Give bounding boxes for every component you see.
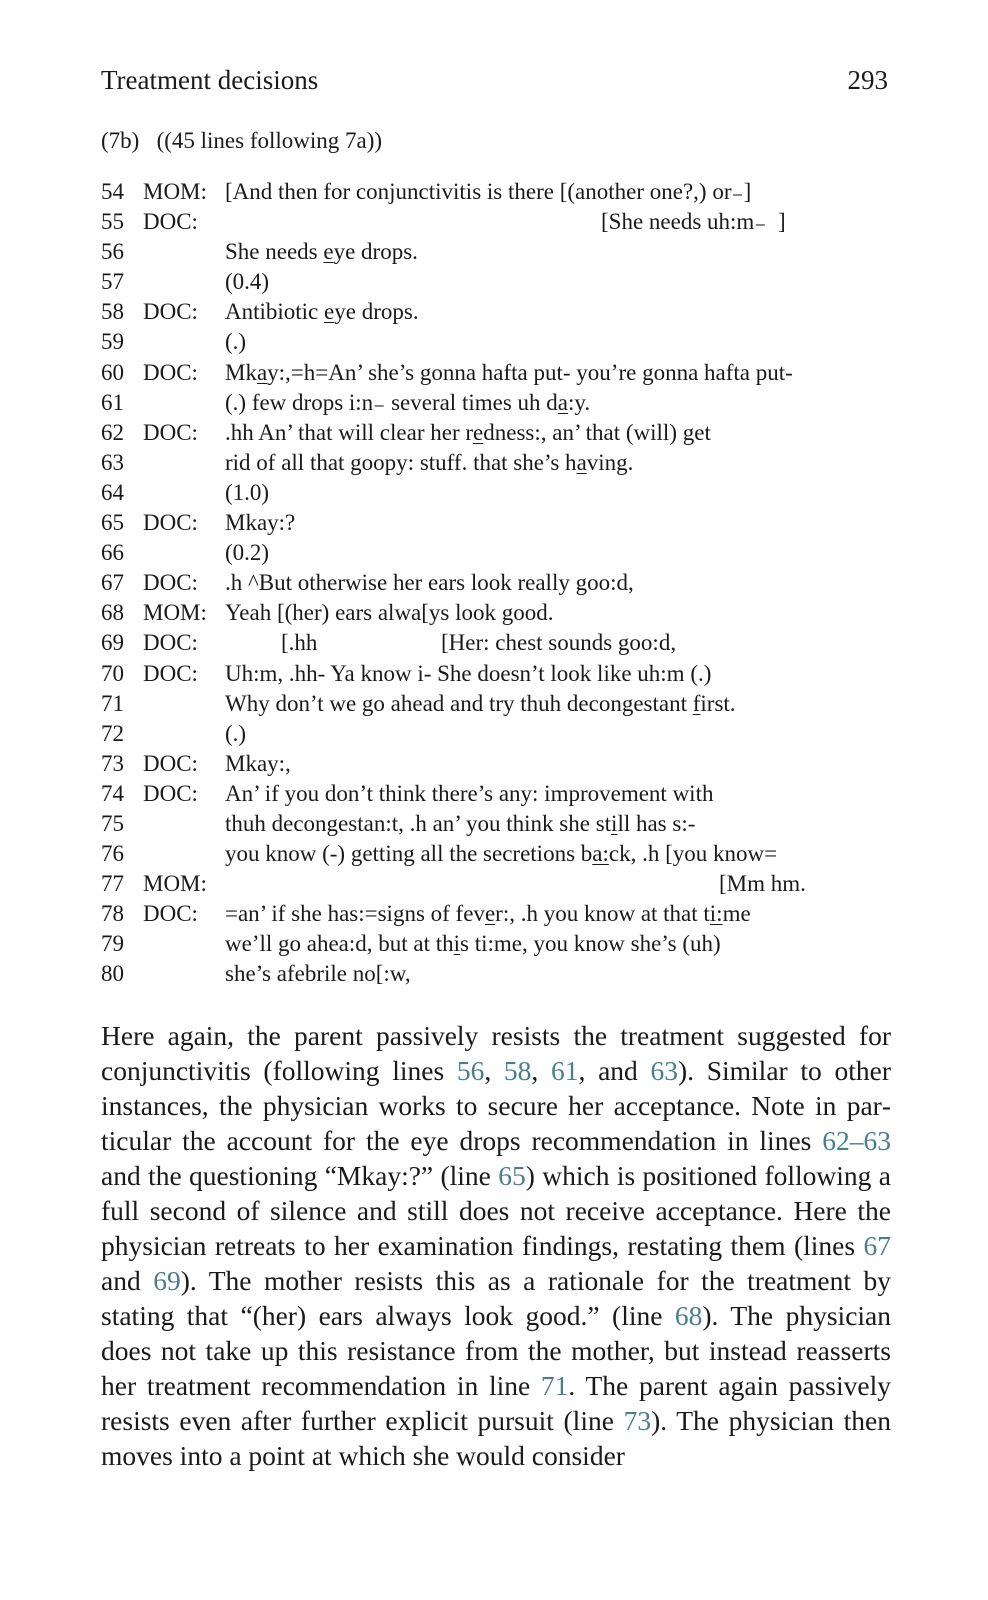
text-segment: thuh decongestan:t, .h an’ you think she st: [225, 810, 612, 836]
line-reference-link[interactable]: 67: [863, 1230, 891, 1261]
speaker-label: DOC:: [143, 359, 198, 385]
stressed-segment: e: [484, 901, 496, 927]
paragraph-text: and the questioning “Mkay:?” (line: [101, 1160, 499, 1191]
running-head-title: Treatment decisions: [101, 65, 319, 95]
line-number: 71: [101, 690, 124, 716]
line-number: 69: [101, 630, 124, 656]
line-number: 58: [101, 299, 124, 325]
line-number: 59: [101, 329, 124, 355]
stressed-segment: i: [611, 810, 618, 836]
overlap-text: [.hh: [281, 630, 318, 656]
paragraph-text: and: [101, 1265, 154, 1296]
transcript-line: [101, 659, 891, 689]
text-segment: ye drops.: [333, 239, 418, 265]
stressed-segment: e: [324, 299, 335, 325]
utterance-text: [225, 478, 269, 508]
text-segment: Uh:m, .hh- Ya know i- She doesn’t look like uh:m (.): [225, 660, 712, 686]
paragraph-text: ). Similar to other instances, the physician works to secure her acceptance. Note in particular the account for the eye drops recommendation in lines: [101, 1055, 891, 1156]
text-segment: (0.4): [225, 269, 270, 295]
text-segment: r:, .h you know at that t: [495, 901, 710, 927]
transcript-line: [101, 388, 891, 418]
text-segment: ck, .h [you know=: [608, 841, 778, 867]
line-reference-link[interactable]: 68: [674, 1300, 703, 1331]
utterance-text: [225, 779, 713, 809]
stressed-segment: f: [692, 690, 701, 716]
line-number: 77: [101, 871, 124, 897]
speaker-label: MOM:: [143, 179, 207, 204]
overlap-text: [Mm hm.: [719, 871, 806, 897]
speaker-label: MOM:: [143, 600, 207, 626]
paragraph-text: ,: [531, 1055, 551, 1086]
text-segment: you know (-) getting all the secretions b: [225, 841, 593, 867]
line-number: 54: [101, 179, 124, 204]
text-segment: =an’ if she has:=signs of fev: [225, 901, 485, 927]
line-number: 78: [101, 901, 124, 927]
speaker-label: DOC:: [143, 660, 198, 686]
transcript-line: [101, 418, 891, 448]
paragraph-text: . The parent again passively resists even after further explicit pursuit (line: [101, 1370, 891, 1436]
stressed-segment: a: [557, 389, 568, 415]
line-number: 75: [101, 810, 124, 836]
body-text: [101, 1018, 891, 1473]
text-segment: Mk: [225, 359, 257, 385]
line-number: 80: [101, 961, 124, 987]
transcript-line: [101, 869, 891, 899]
line-number: 73: [101, 750, 124, 776]
utterance-text: [225, 749, 291, 779]
utterance-text: [225, 538, 269, 568]
line-number: 63: [101, 449, 124, 475]
transcript-line: [101, 538, 891, 568]
stressed-segment: a:: [592, 841, 609, 867]
utterance-text: [225, 177, 751, 207]
line-number: 76: [101, 841, 124, 867]
text-segment: .h ^But otherwise her ears look really goo:d,: [225, 570, 634, 596]
utterance-text: [225, 327, 246, 357]
transcript-line: [101, 448, 891, 478]
example-label: (7b) ((45 lines following 7a)): [101, 128, 383, 153]
text-segment: she’s afebrile no[:w,: [225, 961, 411, 987]
transcript-line: [101, 237, 891, 267]
text-segment: ving.: [586, 449, 634, 475]
line-number: 72: [101, 720, 124, 746]
line-reference-link[interactable]: 58: [503, 1055, 532, 1086]
text-segment: (.): [225, 329, 247, 355]
transcript-line: [101, 267, 891, 297]
text-segment: An’ if you don’t think there’s any: improvement with: [225, 780, 714, 806]
speaker-label: DOC:: [143, 630, 198, 656]
transcript-line: [101, 779, 891, 809]
transcript-line: [101, 719, 891, 749]
text-segment: (0.2): [225, 540, 270, 566]
speaker-label: DOC:: [143, 750, 198, 776]
text-segment: y:,=h=An’ she’s gonna hafta put- you’re gonna hafta put-: [267, 359, 793, 385]
paragraph-text: ,: [484, 1055, 504, 1086]
utterance-text: [225, 508, 295, 538]
utterance-text: [225, 358, 793, 388]
text-segment: She needs: [225, 239, 324, 265]
line-reference-link[interactable]: 65: [498, 1160, 526, 1191]
stressed-segment: e: [323, 239, 334, 265]
text-segment: Yeah [(her) ears alwa[ys look good.: [225, 600, 554, 626]
line-reference-link[interactable]: 61: [551, 1055, 579, 1086]
utterance-text: [225, 719, 246, 749]
speaker-label: DOC:: [143, 209, 198, 235]
text-segment: (.): [225, 720, 247, 746]
stressed-segment: i: [453, 931, 461, 957]
paragraph-text: ). The physician then moves into a point at which she would consider: [101, 1405, 892, 1471]
paragraph-text: Here again, the parent passively resists the treatment suggested for conjunctivitis (following lines: [101, 1020, 891, 1086]
line-number: 74: [101, 780, 124, 806]
transcript-line: [101, 689, 891, 719]
line-number: 55: [101, 209, 124, 235]
stressed-segment: a: [256, 359, 268, 385]
transcript-line: [101, 297, 891, 327]
line-number: 65: [101, 510, 124, 536]
transcript-line: [101, 839, 891, 869]
utterance-text: [225, 388, 590, 418]
stressed-segment: a: [576, 449, 587, 475]
text-segment: ll has s:-: [617, 810, 696, 836]
text-segment: ye drops.: [334, 299, 419, 325]
speaker-label: DOC:: [143, 299, 198, 325]
utterance-text: [225, 689, 736, 719]
transcript-line: [101, 899, 891, 929]
text-segment: [And then for conjunctivitis is there [(another one?,) or₋]: [225, 179, 752, 204]
utterance-text: [225, 448, 633, 478]
utterance-text: [225, 267, 269, 297]
transcript-line: [101, 809, 891, 839]
line-number: 61: [101, 389, 124, 415]
utterance-text: [225, 659, 711, 689]
transcript-line: [101, 598, 891, 628]
line-number: 79: [101, 931, 124, 957]
paragraph-text: ) which is positioned following a full second of silence and still does not receive acceptance. Here the physician retreats to her examination findings, restating them (lines: [101, 1160, 891, 1261]
text-segment: Mkay:,: [225, 750, 291, 776]
text-segment: :y.: [568, 389, 591, 415]
transcript-line: [101, 207, 891, 237]
text-segment: .hh An’ that will clear her r: [225, 419, 474, 445]
line-reference-link[interactable]: 69: [153, 1265, 181, 1296]
transcript-line: [101, 749, 891, 779]
line-reference-link[interactable]: 71: [540, 1370, 569, 1401]
transcript-line: [101, 628, 891, 658]
text-segment: s ti:me, you know she’s (uh): [460, 931, 721, 957]
utterance-text: [225, 899, 751, 929]
text-segment: rid of all that goopy: stuff. that she’s h: [225, 449, 577, 475]
speaker-label: DOC:: [143, 510, 198, 536]
transcript: [101, 177, 891, 990]
transcript-line: [101, 327, 891, 357]
line-reference-link[interactable]: 56: [456, 1055, 485, 1086]
text-segment: Antibiotic: [225, 299, 325, 325]
body-paragraph: [101, 1018, 891, 1473]
stressed-segment: i:: [709, 901, 723, 927]
line-number: 67: [101, 570, 124, 596]
utterance-text: [225, 297, 419, 327]
line-reference-link[interactable]: 63: [650, 1055, 678, 1086]
overlap-text: [Her: chest sounds goo:d,: [441, 630, 677, 656]
transcript-line: [101, 478, 891, 508]
page-number: 293: [847, 65, 888, 95]
line-reference-link[interactable]: 62–63: [822, 1125, 891, 1156]
transcript-line: [101, 959, 891, 989]
line-number: 68: [101, 600, 124, 626]
speaker-label: DOC:: [143, 419, 198, 445]
line-number: 56: [101, 239, 124, 265]
line-number: 70: [101, 660, 124, 686]
speaker-label: DOC:: [143, 901, 198, 927]
overlap-text: [She needs uh:m₋ ]: [601, 209, 786, 235]
text-segment: (.) few drops i:n₋ several times uh d: [225, 389, 558, 415]
utterance-text: [225, 598, 554, 628]
utterance-text: [225, 959, 411, 989]
text-segment: Mkay:?: [225, 510, 296, 536]
text-segment: irst.: [700, 690, 736, 716]
line-reference-link[interactable]: 73: [623, 1405, 652, 1436]
line-number: 62: [101, 419, 124, 445]
text-segment: (1.0): [225, 479, 270, 505]
utterance-text: [225, 418, 711, 448]
stressed-segment: e: [473, 419, 484, 445]
text-segment: we’ll go ahea:d, but at th: [225, 931, 454, 957]
text-segment: Why don’t we go ahead and try thuh decongestant: [225, 690, 693, 716]
transcript-line: [101, 929, 891, 959]
line-number: 66: [101, 540, 124, 566]
transcript-line: [101, 568, 891, 598]
speaker-label: DOC:: [143, 780, 198, 806]
utterance-text: [225, 237, 418, 267]
line-number: 57: [101, 269, 124, 295]
transcript-line: [101, 358, 891, 388]
paragraph-text: ). The mother resists this as a rationale for the treatment by stating that “(her) ears always look good.” (line: [101, 1265, 891, 1331]
utterance-text: [225, 809, 695, 839]
text-segment: me: [722, 901, 751, 927]
speaker-label: MOM:: [143, 871, 207, 897]
paragraph-text: ). The physician does not take up this resistance from the mother, but instead reasserts her treatment recommendation in line: [101, 1300, 891, 1401]
utterance-text: [225, 568, 634, 598]
utterance-text: [225, 839, 777, 869]
utterance-text: [225, 929, 721, 959]
line-number: 60: [101, 359, 124, 385]
speaker-label: DOC:: [143, 570, 198, 596]
paragraph-text: , and: [578, 1055, 651, 1086]
transcript-line: [101, 177, 891, 207]
text-segment: dness:, an’ that (will) get: [483, 419, 711, 445]
transcript-line: [101, 508, 891, 538]
line-number: 64: [101, 479, 124, 505]
